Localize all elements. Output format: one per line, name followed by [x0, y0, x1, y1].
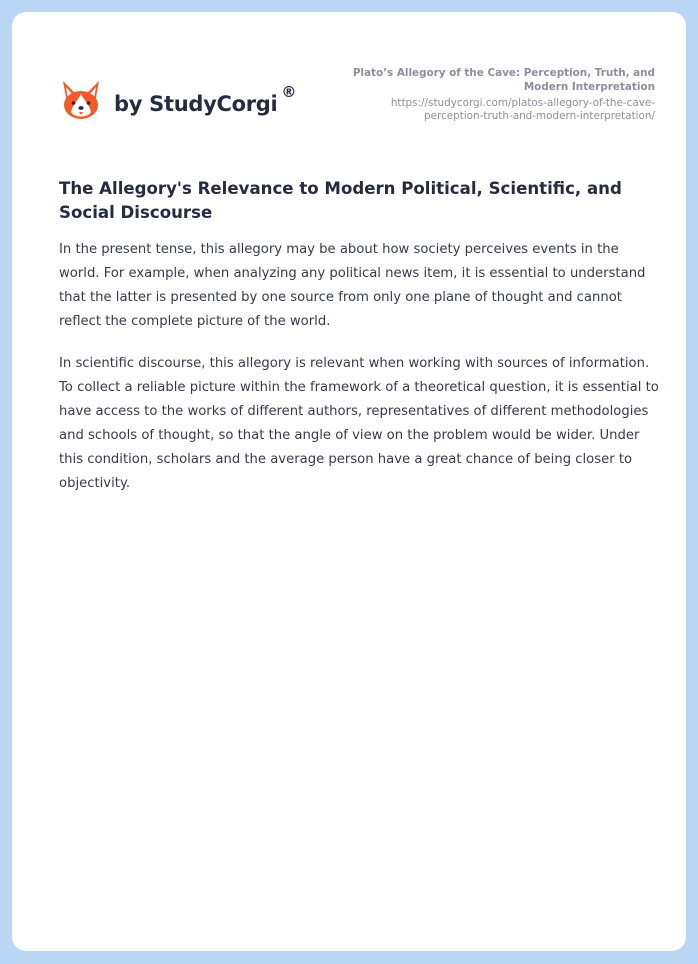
section-heading: The Allegory's Relevance to Modern Political, Scientific, and Social Discourse: [59, 179, 622, 222]
document-url[interactable]: [335, 97, 655, 123]
paragraph: In scientific discourse, this allegory is relevant when working with sources of information. To collect a reliable picture within the framework of a theoretical question, it is essential to have access to the works of different authors, representatives of different methodologies and schools of thought, so that the angle of view on the problem would be wider. Under this condition, scholars and the average person have a great chance of being closer to objectivity.: [59, 356, 659, 491]
registered-mark: ®: [281, 83, 297, 101]
studycorgi-logo[interactable]: [60, 76, 296, 124]
document-title-line: Modern Interpretation: [523, 81, 655, 93]
paragraph: In the present tense, this allegory may be about how society perceives events in the world. For example, when analyzing any political news item, it is essential to understand that the latter is presented by one source from only one plane of thought and cannot reflect the complete picture of the world.: [59, 242, 646, 329]
document-meta: [335, 66, 655, 123]
corgi-head-icon: [60, 78, 102, 122]
document-page: [12, 12, 686, 951]
document-url-line: perception-truth-and-modern-interpretation/: [423, 110, 655, 122]
document-title: [335, 66, 655, 94]
document-url-line: https://studycorgi.com/platos-allegory-of-the-cave-: [390, 97, 655, 109]
section-body: [59, 238, 659, 514]
brand-name: by StudyCorgi: [114, 92, 278, 116]
document-title-line: Plato’s Allegory of the Cave: Perception, Truth, and: [352, 67, 655, 79]
